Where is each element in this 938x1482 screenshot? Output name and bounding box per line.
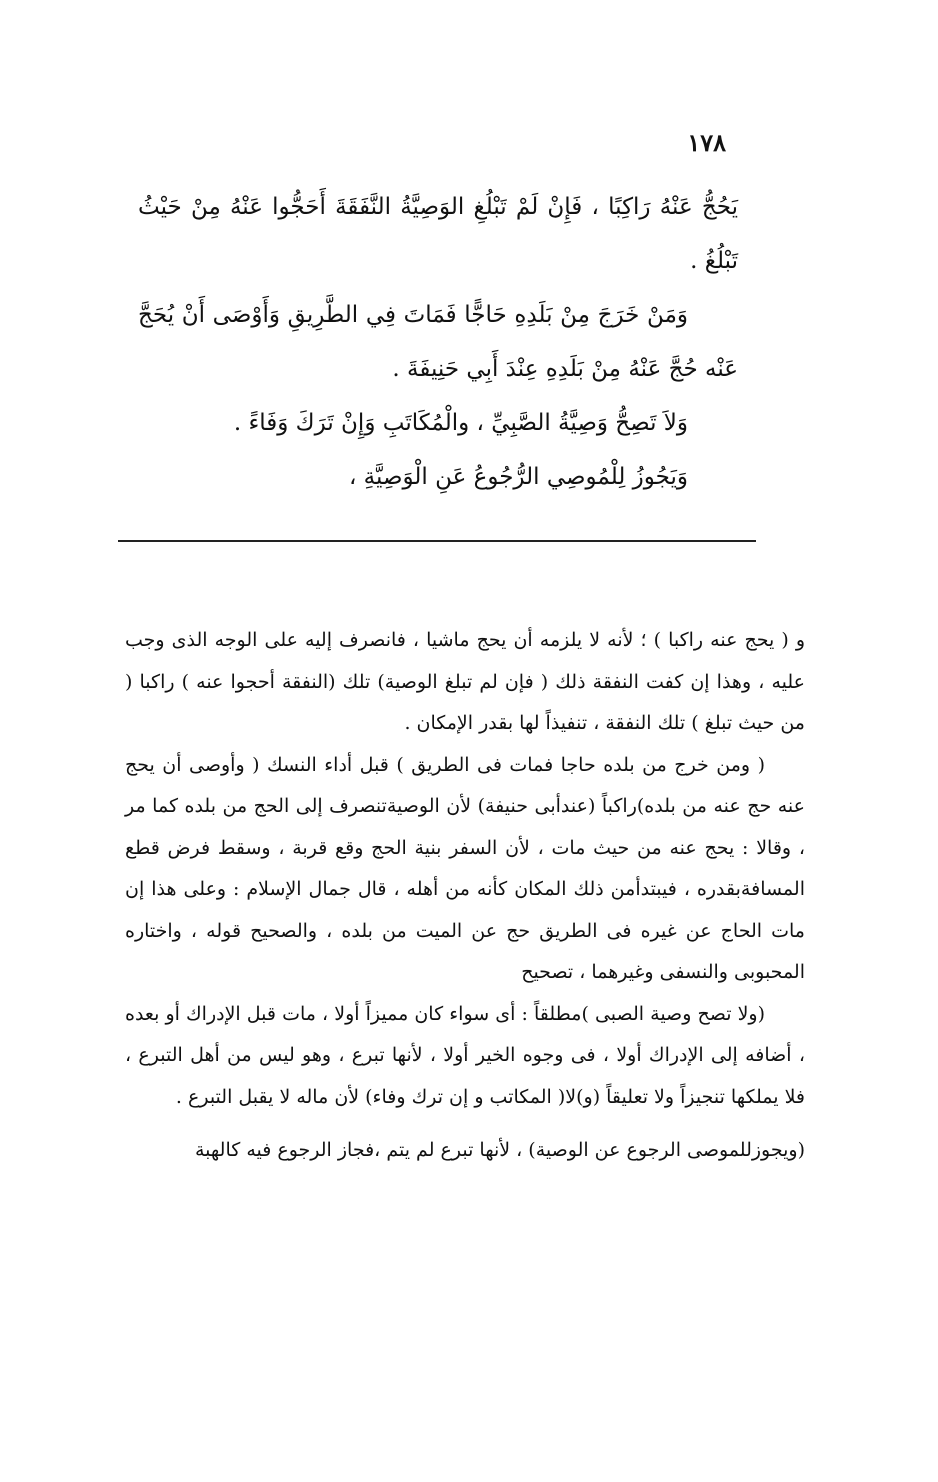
- main-text-paragraph: وَلاَ تَصِحُّ وَصِيَّةُ الصَّبِيِّ ، والْمُكَاتَبِ وَإِنْ تَرَكَ وَفَاءً .: [233, 410, 688, 436]
- commentary-paragraph: (ويجوزللموصى الرجوع عن الوصية) ، لأنها تبرع لم يتم ،فجاز الرجوع فيه كالهبة: [195, 1139, 805, 1161]
- main-text-paragraph: وَمَنْ خَرَجَ مِنْ بَلَدِهِ حَاجًّا فَمَاتَ فِي الطَّرِيقِ وَأَوْصَى أَنْ يُحَجَّ عَنْه حُجَّ عَنْهُ مِنْ بَلَدِهِ عِنْدَ أَبِي حَنِيفَةَ .: [138, 302, 738, 382]
- page-number: ١٧٨: [687, 128, 726, 157]
- commentary-paragraph: و ( يحج عنه راكبا ) ؛ لأنه لا يلزمه أن يحج ماشيا ، فانصرف إليه على الوجه الذى وجب عليه ، وهذا إن كفت النفقة ذلك ( فإن لم تبلغ الوصية) تلك (النفقة أحجوا عنه ) راكبا ( من حيث تبلغ ) تلك النفقة ، تنفيذاً لها بقدر الإمكان .: [125, 629, 805, 734]
- main-text-paragraph: وَيَجُوزُ لِلْمُوصِي الرُّجُوعُ عَنِ الْوَصِيَّةِ ،: [348, 464, 688, 490]
- main-text-paragraph: يَحُجُّ عَنْهُ رَاكِبًا ، فَإِنْ لَمْ تَبْلُغِ الوَصِيَّةُ النَّفَقَةَ أَحَجُّوا عَنْهُ مِنْ حَيْثُ تَبْلُغُ .: [138, 194, 738, 274]
- commentary-paragraph: (ولا تصح وصية الصبى )مطلقاً : أى سواء كان مميزاً أولا ، مات قبل الإدراك أو بعده ، أضافه إلى الإدراك أولا ، فى وجوه الخير أولا ، لأنها تبرع ، وهو ليس من أهل التبرع ، فلا يملكها تنجيزاً ولا تعليقاً (و)لا( المكاتب و إن ترك وفاء) لأن ماله لا يقبل التبرع .: [125, 1002, 805, 1108]
- section-divider: [118, 540, 756, 542]
- main-text: [138, 180, 738, 504]
- commentary-text: [125, 620, 805, 1172]
- commentary-paragraph: ( ومن خرج من بلده حاجا فمات فى الطريق ) قبل أداء النسك ( وأوصى أن يحج عنه حج عنه من بلده)راكباً (عندأبى حنيفة) لأن الوصيةتنصرف إلى الحج من بلده كما مر ، وقالا : يحج عنه من حيث مات ، لأن السفر بنية الحج وقع قربة ، وسقط فرض قطع المسافةبقدره ، فيبتدأمن ذلك المكان كأنه من أهله ، قال جمال الإسلام : وعلى هذا إن مات الحاج عن غيره فى الطريق حج عن الميت من بلده ، والصحيح قوله ، واختاره المحبوبى والنسفى وغيرهما ، تصحيح: [125, 753, 805, 983]
